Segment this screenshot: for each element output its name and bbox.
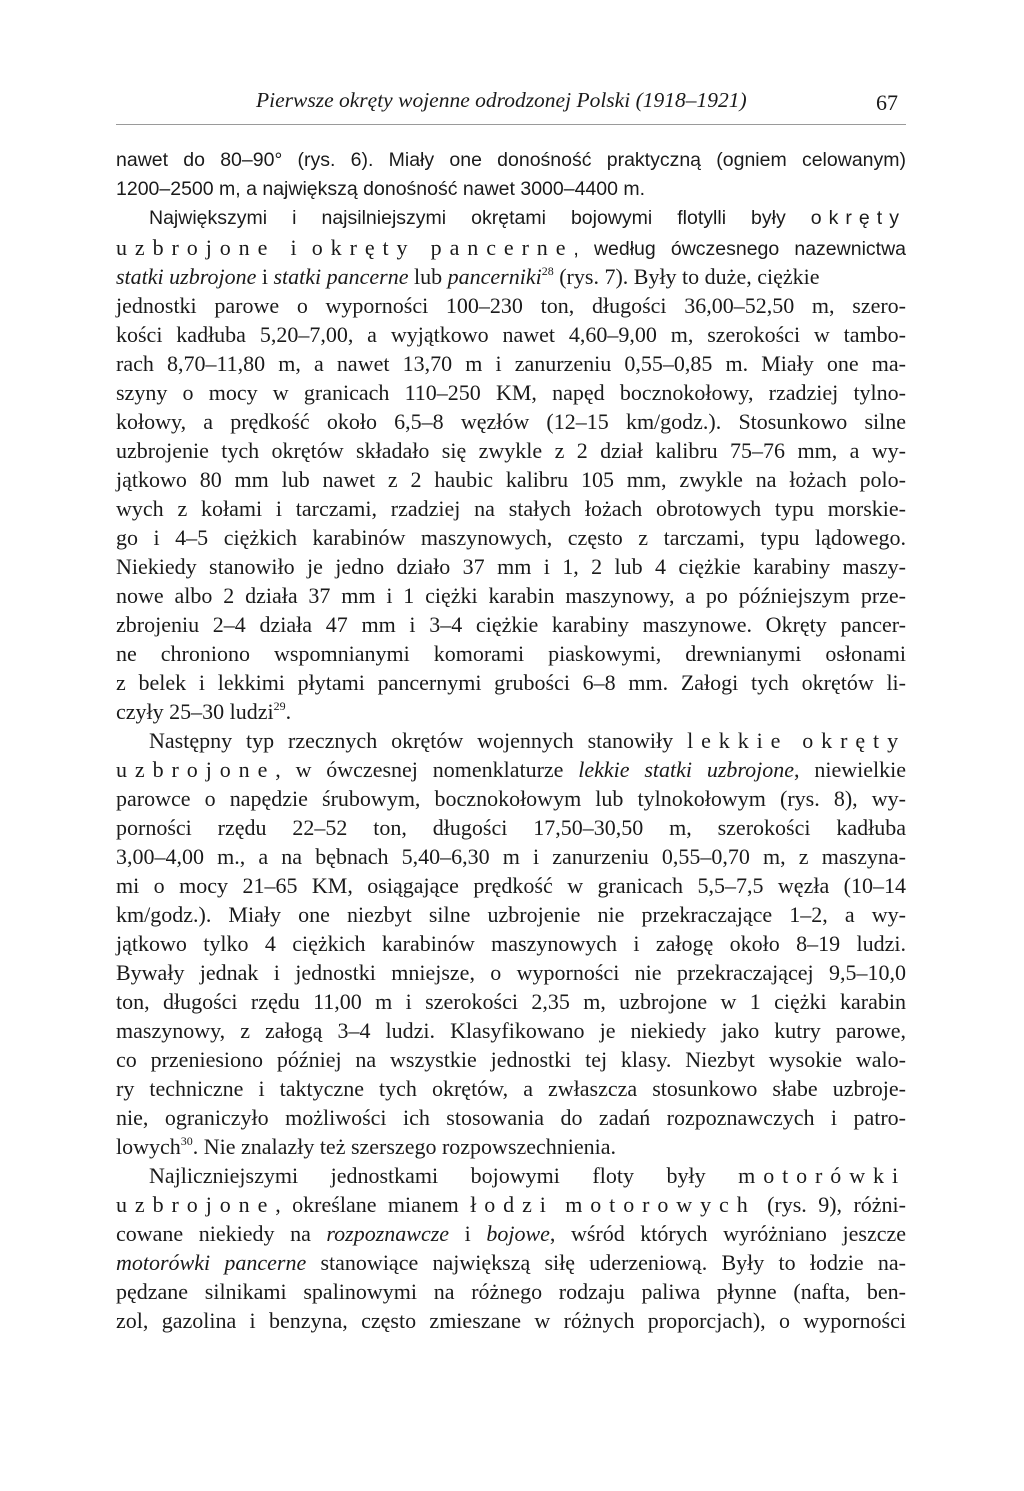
text-line bbox=[116, 204, 906, 233]
footnote-ref: 29 bbox=[273, 699, 286, 713]
text-line bbox=[116, 842, 906, 871]
running-title: Pierwsze okręty wojenne odrodzonej Polski (1918–1921) bbox=[256, 88, 747, 112]
footnote-ref: 28 bbox=[541, 264, 554, 278]
text-run: wych z kołami i tarczami, rzadziej na stałych łożach obrotowych typu morskie- bbox=[116, 496, 906, 521]
text-line bbox=[116, 1074, 906, 1103]
text-run: bojowe bbox=[486, 1221, 550, 1246]
running-header bbox=[116, 88, 906, 125]
text-line bbox=[116, 697, 906, 726]
text-run: cowane niekiedy na bbox=[116, 1221, 327, 1246]
text-run: stanowiące największą siłę uderzeniową. Były to łodzie na- bbox=[306, 1250, 906, 1275]
text-run: lekkie statki uzbrojone bbox=[578, 757, 795, 782]
text-line bbox=[116, 407, 906, 436]
text-run: Następny typ rzecznych okrętów wojennych stanowiły bbox=[149, 728, 688, 753]
text-run: maszynowy, z załogą 3–4 ludzi. Klasyfikowano je niekiedy jako kutry parowe, bbox=[116, 1018, 906, 1043]
text-run: , według ówczesnego nazewnictwa bbox=[573, 238, 906, 260]
text-line bbox=[116, 233, 906, 262]
text-run: (rys. 9), różni- bbox=[755, 1192, 906, 1217]
footnote-ref: 30 bbox=[180, 1134, 193, 1148]
text-run: szyny o mocy w granicach 110–250 KM, napęd bocznokołowy, rzadziej tylno- bbox=[116, 380, 906, 405]
text-run: kości kadłuba 5,20–7,00, a wyjątkowo nawet 4,60–9,00 m, szerokości w tambo- bbox=[116, 322, 906, 347]
text-run: , wśród których wyróżniano jeszcze bbox=[549, 1221, 906, 1246]
text-run: motorowych bbox=[565, 1192, 756, 1217]
text-line bbox=[116, 465, 906, 494]
text-run: Największymi i najsilniejszymi okrętami bojowymi flotylli były bbox=[149, 207, 811, 229]
body-text bbox=[116, 146, 906, 1335]
text-run: ton, długości rzędu 11,00 m i szerokości 2,35 m, uzbrojone w 1 ciężki karabin bbox=[116, 989, 906, 1014]
text-line bbox=[116, 378, 906, 407]
text-line bbox=[116, 1103, 906, 1132]
text-line bbox=[116, 987, 906, 1016]
text-run: nie, ograniczyło możliwości ich stosowania do zadań rozpoznawczych i patro- bbox=[116, 1105, 906, 1130]
text-run: Niekiedy stanowiło je jedno działo 37 mm i 1, 2 lub 4 ciężkie karabiny maszy- bbox=[116, 554, 906, 579]
text-run: lowych bbox=[116, 1134, 181, 1159]
text-run: porności rzędu 22–52 ton, długości 17,50–30,50 m, szerokości kadłuba bbox=[116, 815, 906, 840]
text-run: , w ówczesnej nomenklaturze bbox=[275, 757, 579, 782]
text-run: pancerniki bbox=[447, 264, 542, 289]
text-run: co przeniesiono później na wszystkie jednostki tej klasy. Niezbyt wysokie walo- bbox=[116, 1047, 906, 1072]
text-run: statki pancerne bbox=[273, 264, 409, 289]
text-run: pędzane silnikami spalinowymi na różnego rodzaju paliwa płynne (nafta, ben- bbox=[116, 1279, 906, 1304]
text-run: okręty bbox=[810, 207, 906, 229]
text-line bbox=[116, 1190, 906, 1219]
text-run bbox=[554, 1192, 565, 1217]
text-line bbox=[116, 436, 906, 465]
text-run: rozpoznawcze bbox=[326, 1221, 450, 1246]
text-line bbox=[116, 1306, 906, 1335]
text-run: zol, gazolina i benzyna, często zmieszane w różnych proporcjach), o wyporności bbox=[116, 1308, 906, 1333]
text-run: nowe albo 2 działa 37 mm i 1 ciężki karabin maszynowy, a po późniejszym prze- bbox=[116, 583, 906, 608]
text-run: łodzi bbox=[470, 1192, 554, 1217]
text-run: motorówki pancerne bbox=[116, 1250, 307, 1275]
text-run: lub bbox=[408, 264, 448, 289]
text-line bbox=[116, 784, 906, 813]
text-line bbox=[116, 494, 906, 523]
text-run: uzbrojone bbox=[116, 235, 276, 260]
text-line bbox=[116, 1161, 906, 1190]
text-line bbox=[116, 958, 906, 987]
text-run: uzbrojone bbox=[116, 1192, 276, 1217]
page-number: 67 bbox=[876, 90, 898, 115]
text-run bbox=[415, 235, 430, 260]
text-run: czyły 25–30 ludzi bbox=[116, 699, 274, 724]
text-run: jątkowo 80 mm lub nawet z 2 haubic kalibru 105 mm, zwykle na łożach polo- bbox=[116, 467, 906, 492]
text-run: motorówki bbox=[738, 1163, 906, 1188]
text-run: km/godz.). Miały one niezbyt silne uzbrojenie nie przekraczające 1–2, a wy- bbox=[116, 902, 906, 927]
text-run bbox=[788, 728, 802, 753]
text-run: . bbox=[285, 699, 292, 724]
text-run: pancerne bbox=[430, 235, 574, 260]
text-run: parowce o napędzie śrubowym, bocznokołowym lub tylnokołowym (rys. 8), wy- bbox=[116, 786, 906, 811]
text-run: Najliczniejszymi jednostkami bojowymi floty były bbox=[149, 1163, 739, 1188]
text-run: mi o mocy 21–65 KM, osiągające prędkość w granicach 5,5–7,5 węzła (10–14 bbox=[116, 873, 906, 898]
text-run: uzbrojone bbox=[116, 757, 276, 782]
text-run: okręty bbox=[311, 235, 416, 260]
text-line bbox=[116, 262, 906, 291]
text-line bbox=[116, 1248, 906, 1277]
text-run: go i 4–5 ciężkich karabinów maszynowych, często z tarczami, typu lądowego. bbox=[116, 525, 906, 550]
text-run: kołowy, a prędkość około 6,5–8 węzłów (12–15 km/godz.). Stosunkowo silne bbox=[116, 409, 906, 434]
text-line bbox=[116, 639, 906, 668]
text-line bbox=[116, 610, 906, 639]
text-line bbox=[116, 552, 906, 581]
text-run: i bbox=[256, 264, 274, 289]
text-line bbox=[116, 668, 906, 697]
text-line bbox=[116, 581, 906, 610]
text-run: jątkowo tylko 4 ciężkich karabinów maszynowych i załogę około 8–19 ludzi. bbox=[116, 931, 906, 956]
text-run: ry techniczne i taktyczne tych okrętów, a zwłaszcza stosunkowo słabe uzbroje- bbox=[116, 1076, 906, 1101]
text-line bbox=[116, 320, 906, 349]
text-run: zbrojeniu 2–4 działa 47 mm i 3–4 ciężkie karabiny maszynowe. Okręty pancer- bbox=[116, 612, 906, 637]
text-run: . Nie znalazły też szerszego rozpowszechnienia. bbox=[192, 1134, 617, 1159]
text-line bbox=[116, 1277, 906, 1306]
text-run: ne chroniono wspomnianymi komorami piaskowymi, drewnianymi osłonami bbox=[116, 641, 906, 666]
text-run: okręty bbox=[802, 728, 906, 753]
text-run: (rys. 7). Były to duże, ciężkie bbox=[553, 264, 820, 289]
text-run: 3,00–4,00 m., a na bębnach 5,40–6,30 m i zanurzeniu 0,55–0,70 m, z maszyna- bbox=[116, 844, 906, 869]
text-line bbox=[116, 146, 906, 175]
text-line bbox=[116, 523, 906, 552]
text-run: Bywały jednak i jednostki mniejsze, o wyporności nie przekraczającej 9,5–10,0 bbox=[116, 960, 906, 985]
text-line bbox=[116, 1045, 906, 1074]
text-run: i bbox=[275, 235, 312, 260]
text-line bbox=[116, 175, 906, 204]
text-line bbox=[116, 1132, 906, 1161]
text-run: jednostki parowe o wyporności 100–230 ton, długości 36,00–52,50 m, szero- bbox=[116, 293, 906, 318]
text-line bbox=[116, 726, 906, 755]
text-run: , określane mianem bbox=[275, 1192, 471, 1217]
text-line bbox=[116, 755, 906, 784]
text-line bbox=[116, 1016, 906, 1045]
text-line bbox=[116, 813, 906, 842]
text-run: nawet do 80–90° (rys. 6). Miały one donośność praktyczną (ogniem celowanym) bbox=[116, 149, 906, 171]
text-line bbox=[116, 291, 906, 320]
text-run: lekkie bbox=[687, 728, 789, 753]
text-line bbox=[116, 1219, 906, 1248]
text-line bbox=[116, 900, 906, 929]
text-run: rach 8,70–11,80 m, a nawet 13,70 m i zanurzeniu 0,55–0,85 m. Miały one ma- bbox=[116, 351, 906, 376]
text-run: statki uzbrojone bbox=[116, 264, 257, 289]
text-line bbox=[116, 349, 906, 378]
text-line bbox=[116, 929, 906, 958]
text-run: z belek i lekkimi płytami pancernymi grubości 6–8 mm. Załogi tych okrętów li- bbox=[116, 670, 906, 695]
text-run: 1200–2500 m, a największą donośność nawet 3000–4400 m. bbox=[116, 178, 646, 200]
text-line bbox=[116, 871, 906, 900]
text-run: , niewielkie bbox=[794, 757, 906, 782]
text-run: uzbrojenie tych okrętów składało się zwykle z 2 dział kalibru 75–76 mm, a wy- bbox=[116, 438, 906, 463]
text-run: i bbox=[449, 1221, 487, 1246]
